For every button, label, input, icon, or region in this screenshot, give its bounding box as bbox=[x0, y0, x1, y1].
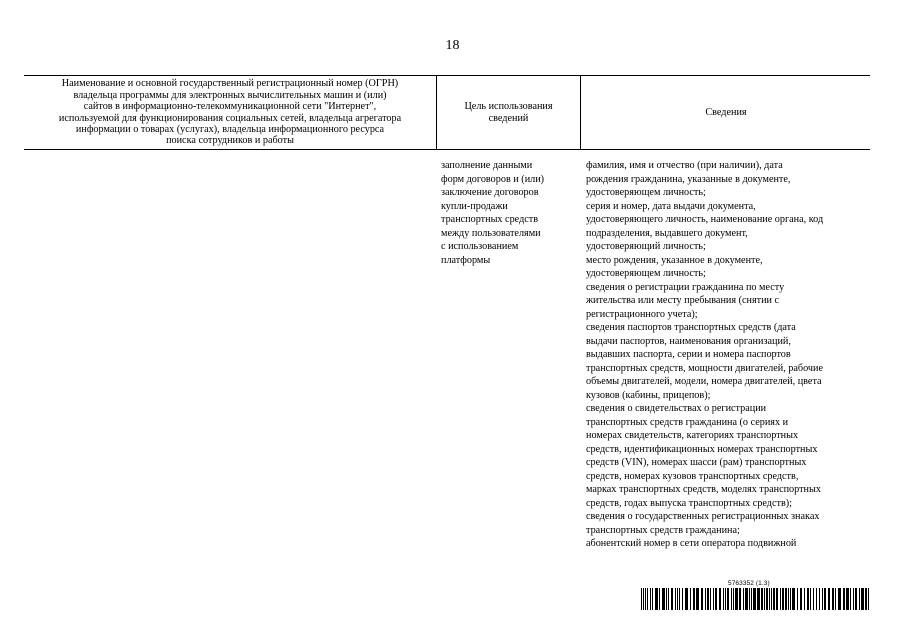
purpose-line: заключение договоров bbox=[441, 187, 539, 198]
info-line: выдавших паспорта, серии и номера паспортов bbox=[586, 349, 791, 360]
info-line: рождения гражданина, указанные в документе, bbox=[586, 173, 791, 185]
header-line: используемой для функционирования социальных сетей, владельца агрегатора bbox=[58, 112, 402, 124]
purpose-line: форм договоров и (или) bbox=[441, 173, 545, 185]
info-line: серия и номер, дата выдачи документа, bbox=[586, 200, 756, 212]
header-line: сведений bbox=[488, 112, 529, 124]
cell-purpose bbox=[441, 159, 544, 267]
info-line: удостоверяющего личность, наименование органа, код bbox=[586, 214, 824, 225]
info-line: транспортных средств гражданина; bbox=[586, 524, 740, 536]
header-line: информации о товарах (услугах), владельца информационного ресурса bbox=[75, 123, 385, 135]
info-line: удостоверяющем личность; bbox=[586, 268, 706, 279]
purpose-line: платформы bbox=[441, 254, 491, 266]
column-divider-2 bbox=[580, 75, 581, 149]
info-line: регистрационного учета); bbox=[586, 308, 698, 320]
purpose-line: между пользователями bbox=[441, 227, 541, 239]
header-bottom-border bbox=[24, 149, 870, 150]
header-purpose bbox=[438, 76, 579, 149]
page-number: 18 bbox=[445, 38, 460, 53]
header-line: Цель использования bbox=[464, 101, 553, 113]
info-line: средств (VIN), номерах шасси (рам) транспортных bbox=[586, 457, 807, 468]
barcode-image bbox=[641, 588, 869, 610]
cell-information bbox=[586, 159, 823, 551]
info-line: средств, годах выпуска транспортных средств); bbox=[586, 497, 792, 509]
header-line: Сведения bbox=[705, 106, 747, 118]
header-owner-name bbox=[26, 76, 434, 149]
header-line: поиска сотрудников и работы bbox=[166, 135, 294, 147]
info-line: объемы двигателей, модели, номера двигателей, цвета bbox=[586, 376, 822, 387]
info-line: жительства или месту пребывания (снятии с bbox=[586, 295, 780, 306]
info-line: сведения о государственных регистрационных знаках bbox=[586, 511, 820, 522]
purpose-line: купли-продажи bbox=[441, 200, 508, 212]
info-line: сведения о свидетельствах о регистрации bbox=[586, 403, 767, 414]
info-line: фамилия, имя и отчество (при наличии), дата bbox=[586, 160, 783, 171]
info-line: удостоверяющем личность; bbox=[586, 187, 706, 198]
info-line: марках транспортных средств, моделях транспортных bbox=[586, 484, 821, 495]
info-line: сведения паспортов транспортных средств (дата bbox=[586, 322, 796, 333]
info-line: средств, идентификационных номерах транспортных bbox=[586, 443, 818, 455]
purpose-line: заполнение данными bbox=[441, 160, 533, 171]
info-line: средств, номерах кузовов транспортных средств, bbox=[586, 470, 799, 482]
header-line: владельца программы для электронных вычислительных машин и (или) bbox=[73, 89, 387, 101]
info-line: место рождения, указанное в документе, bbox=[586, 254, 763, 266]
info-line: транспортных средств, мощности двигателей, рабочие bbox=[586, 362, 824, 374]
info-line: удостоверяющий личность; bbox=[586, 241, 706, 252]
info-line: номерах свидетельств, категориях транспортных bbox=[586, 430, 799, 441]
purpose-line: с использованием bbox=[441, 241, 519, 252]
info-line: кузовов (кабины, прицепов); bbox=[586, 389, 711, 401]
info-line: сведения о регистрации гражданина по месту bbox=[586, 281, 785, 293]
header-line: Наименование и основной государственный регистрационный номер (ОГРН) bbox=[61, 78, 399, 90]
info-line: абонентский номер в сети оператора подвижной bbox=[586, 538, 797, 549]
header-line: сайтов в информационно-телекоммуникационной сети "Интернет", bbox=[83, 101, 377, 113]
info-line: транспортных средств гражданина (о сериях и bbox=[586, 416, 789, 428]
barcode-number: 5763352 (1.3) bbox=[728, 580, 770, 587]
header-information bbox=[582, 76, 870, 149]
column-divider-1 bbox=[436, 75, 437, 149]
purpose-line: транспортных средств bbox=[441, 214, 539, 225]
info-line: выдачи паспортов, наименования организаций, bbox=[586, 335, 791, 347]
info-line: подразделения, выдавшего документ, bbox=[586, 227, 748, 239]
